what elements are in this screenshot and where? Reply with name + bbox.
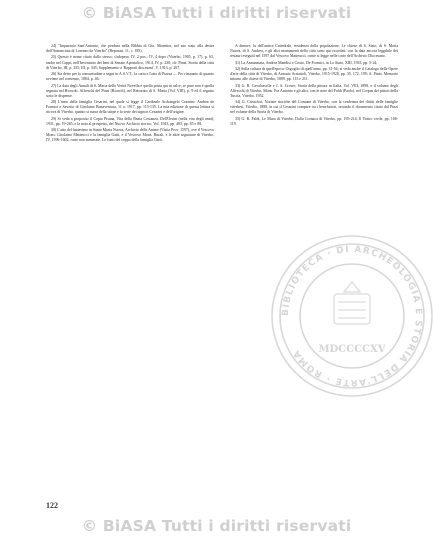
watermark-bottom: © BiASA Tutti i diritti riservati bbox=[81, 517, 352, 535]
watermark-top: © BiASA Tutti i diritti riservati bbox=[81, 4, 352, 22]
footnote: 24) "Inquartato Sant'Antonio, che perdura nella Bibbia di Gio. Monetier, nel suo stato alla destra dell'Annunciata di Lorenzo da Viterbo" (Reposati, 11, c. 185). bbox=[46, 44, 214, 54]
footnote: 35) G. B. Faldi, Le Mura di Viterbo, Dalla Cronaca di Viterbo, pp. 195-214; Il Teatro civile, pp. 106-119. bbox=[230, 116, 398, 126]
footnote: 28) L'inno della famiglia Cesarini, nel quale si legge il Cardinale Archangelo Cesarini: Andrea de Formici e Saverio di Girolamo Bonaventura, 11 a, 1917, pp. 115-135. La mia edizione di questa lettura si ritrova di Viterbo, quanto si narra della stirpe e la serie dei signori Cesarini e dell'origine. bbox=[46, 100, 214, 115]
page-number: 122 bbox=[46, 501, 58, 510]
seal-date: MDCCCCXV bbox=[318, 344, 386, 355]
footnote: 33) G. B. Cavalcaselle e J. A. Crowe, Storia della pittura in Italia, Vol. VIII, 1898, e il volume degli Affreschi di Viterbo, Mons. Fra Antonio e gli altri, con le note del Faldi (Paolo), nel Corpus dei pittori della Tuscia, Viterbo, 1952. bbox=[230, 83, 398, 98]
footnote: 34) G. Cristofori, Notizie storiche del Comune di Viterbo, con la conferma dei diritti delle famiglie viterbesi, Viterbo, 1888, in cui il Cesarini compare tra i benefattori, secondo il documento citato dal Pinzi nel volume della Storia di Viterbo. bbox=[230, 100, 398, 115]
footnote: A dimore, la dell'antica Cattedrale, residenza della popolazione. Le chiese di S. Sisto, di S. Maria Nuova, di S. Andrea, e gli altri monumenti della città sono qui ricordati, con la data ancora leggibile dei restauri eseguiti nel 1597 dal Vescovo Matteucci, come si legge nelle carte dell'Archivio Diocesano. bbox=[230, 44, 398, 59]
seal-rings bbox=[272, 236, 432, 396]
footnote: 29) Si veda a proposito il Copia Pisana, Vita della Beata Costanza, Dell'Orsini (nella vita degli anni), 1931, pp. 19-265, e la nota al prospetto, del Nuovo Archivio storico, Vol. 1943, pp. 483, pp. 85 e 88. bbox=[46, 116, 214, 126]
seal-ring-text: BIBLIOTECA · DI ARCHEOLOGIA E STORIA DELL'ARTE · ROMA bbox=[280, 244, 424, 388]
footnote: 31) La Annunziata, Andrea Mandisi e Cristo, De Formici, in Lo Stato, XIII, 1933, pp. 5-24. bbox=[235, 60, 378, 65]
library-seal-watermark bbox=[268, 232, 433, 400]
footnote: 30) L'atto del battesimo in Santa Maria Nuova, Archivio delle Anime (Visita Prov. 1597), ove il Vescovo Mons. Girolamo Matteucci e la famiglia Gatti, e il Vescovo Mons. Burali, e le altre segnature di Viterbo, IV, 1596-1602, carte non numerate. Le fonti del ceppo della famiglia Gatti. bbox=[46, 128, 214, 143]
footnote: 32) Sulla cultura di quell'epoca: Orgoglio di quell'anno, pp. 31-54; si veda anche il Catalogo delle Opere d'arte della città di Viterbo, di Antonio Scriattoli, Viterbo, 1915-1920, pp. 35, 172, 199; A. Pinzi, Memorie intorno alle chiese di Viterbo, 1889, pp. 115 e 211. bbox=[230, 66, 398, 82]
footnote: 25) Questo è nome citato dallo stesso; s'adopera. IV, 2 pos.; IV, 4 dopo (Viterbo, 1905, p. 17), p. 65, anche nel Coppi, nell'Inventario dei beni di Senato Apostolico, 1914, IV, p. 230; cfr. Pinzi, Storia della città di Viterbo, III, p. 255; III, p. 345; Supplemento a 'Rapporti diocesani', V, 1913, p. 267. bbox=[46, 55, 214, 70]
footnote: 27) La data degli Annali di S. Maria della Verità Novella è quella posta qui in calce, se pure non è quella segnata nel Ricordo, Affreschi del Pinzi (Ricordi), nel Rettorato di S. Maria (Vol. VIII), p. 9 ed il seguito sotto le dispense. bbox=[46, 83, 214, 98]
left-column bbox=[46, 44, 214, 504]
seal-emblem-icon bbox=[334, 282, 370, 324]
footnote: 26) Sia detto per la consuetudine a segni in A.S.V.T., la carta e l'atto di Piazza — Per riassunto di quanto avviene nel convento, 1884, p. 46. bbox=[46, 72, 214, 82]
